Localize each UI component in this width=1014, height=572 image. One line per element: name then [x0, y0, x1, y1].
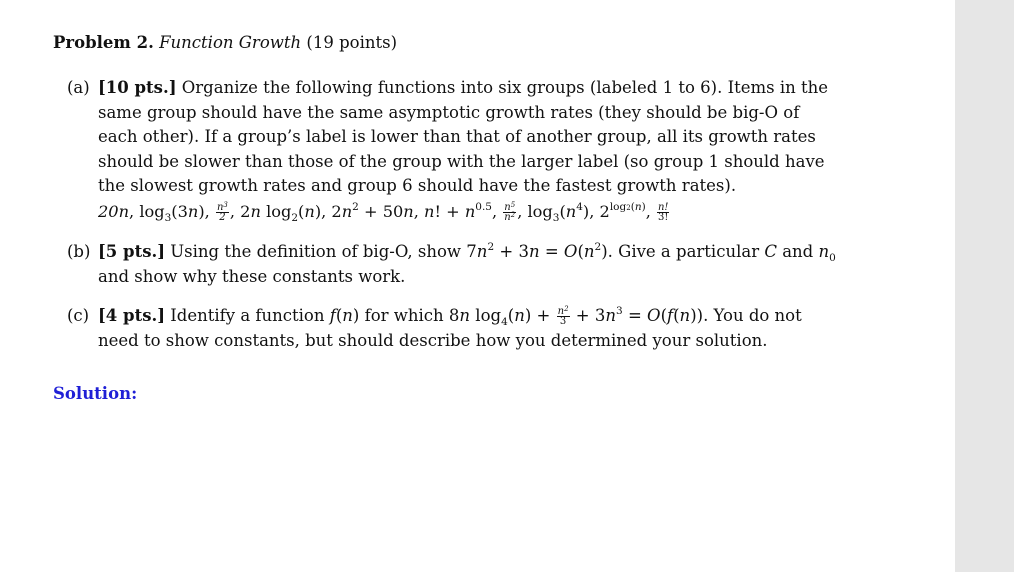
part-a	[67, 76, 842, 225]
part-c	[67, 304, 842, 353]
part-b-points: [5 pts.]	[98, 242, 166, 261]
solution-label: Solution:	[53, 384, 138, 403]
problem-points: (19 points)	[306, 33, 398, 52]
part-a-description: Organize the following functions into six groups (labeled 1 to 6). Items in the same group should have the same asymptotic growth rates (they should be big-O of each other). If a group’s label is lower than that of another group, all its growth rates should be slower than those of the group with the larger label (so group 1 should have the slowest growth rates and group 6 should have the fastest growth rates).	[98, 78, 829, 196]
viewer-sidebar	[955, 0, 1014, 572]
part-c-label: (c)	[67, 306, 90, 325]
part-b	[67, 240, 842, 289]
part-a-label: (a)	[67, 78, 90, 97]
problem-label: Problem 2.	[53, 33, 154, 52]
function-list: 20n, $\log_3(3n)$, $\frac{n^3}{2}$ , 2n $\log_2(n)$, $2n^2 + 50n$, n! + $n^{0.5}$, $\frac{n^5}{n^2}$ , $\log_3(n^4)$, $2^{log2(n)}$, $\frac{n!}{3!}$	[98, 200, 669, 224]
part-b-formula: $7n^2 + 3n = O(n^2)$	[466, 241, 608, 261]
part-a-text	[98, 76, 842, 199]
part-c-text-after: . You do not need to show constants, but should describe how you determined your solution.	[98, 306, 802, 350]
part-c-text: [4 pts.] Identify a function f(n) for which 8n $\log_4(n)$ + $\frac{n^2}{3}$ + $3n^3 = O(f(n))$. You do not need to show constants, but should describe how you determined your solution.	[98, 305, 802, 350]
part-b-label: (b)	[67, 242, 91, 261]
problem-title: Function Growth	[159, 33, 302, 52]
part-c-points: [4 pts.]	[98, 306, 166, 325]
part-a-points: [10 pts.]	[98, 78, 177, 97]
part-c-formula: 8n $\log_4(n)$ + $\frac{n^2}{3}$ + $3n^3 = O(f(n))$	[448, 305, 704, 328]
problem-heading	[53, 33, 397, 53]
part-b-text-before: Using the definition of big-O, show	[170, 242, 462, 261]
part-b-text: [5 pts.] Using the definition of big-O, show $7n^2 + 3n = O(n^2)$. Give a particular C and $n_0$ and show why these constants work.	[98, 241, 836, 286]
